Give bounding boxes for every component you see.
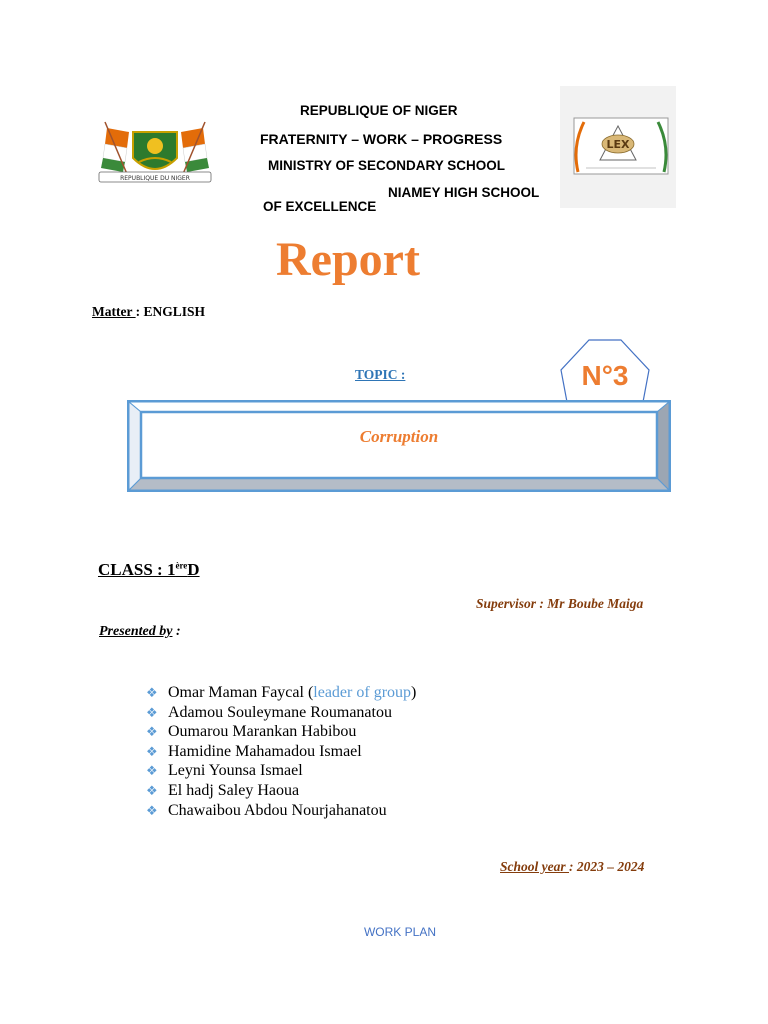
list-item bbox=[146, 722, 416, 742]
list-item bbox=[146, 801, 416, 821]
school-year-label: School year bbox=[500, 859, 569, 874]
presented-by-label: Presented by bbox=[99, 624, 173, 639]
member-name: Leyni Younsa Ismael bbox=[168, 762, 303, 780]
class-superscript: ère bbox=[175, 560, 188, 571]
matter-line bbox=[92, 304, 205, 320]
member-name: Hamidine Mahamadou Ismael bbox=[168, 742, 362, 760]
header-motto: FRATERNITY – WORK – PROGRESS bbox=[260, 131, 503, 147]
list-item bbox=[146, 742, 416, 762]
topic-value: Corruption bbox=[359, 427, 439, 446]
class-label: CLASS : 1 bbox=[98, 560, 176, 579]
supervisor-line: Supervisor : Mr Boube Maiga bbox=[476, 596, 644, 611]
header-ministry: MINISTRY OF SECONDARY SCHOOL bbox=[268, 158, 506, 173]
members-list bbox=[146, 683, 416, 820]
diamond-bullet-icon: ❖ bbox=[146, 782, 158, 798]
school-logo bbox=[560, 86, 676, 208]
topic-label: TOPIC : bbox=[355, 367, 406, 382]
school-year bbox=[500, 859, 644, 875]
page-title: Report bbox=[276, 233, 420, 286]
member-name: El hadj Saley Haoua bbox=[168, 781, 300, 799]
school-year-value: : 2023 – 2024 bbox=[569, 859, 645, 874]
list-item bbox=[146, 761, 416, 781]
diamond-bullet-icon: ❖ bbox=[146, 685, 158, 700]
member-name: Omar Maman Faycal ( bbox=[168, 684, 314, 701]
class-suffix: D bbox=[187, 560, 200, 579]
list-item bbox=[146, 703, 416, 723]
member-name: Chawaibou Abdou Nourjahanatou bbox=[168, 801, 387, 819]
school-logo-text: LEX bbox=[606, 138, 630, 151]
member-note: leader of group bbox=[313, 684, 412, 701]
member-name: Oumarou Marankan Habibou bbox=[168, 723, 357, 741]
coat-of-arms-text: REPUBLIQUE DU NIGER bbox=[120, 175, 190, 182]
diamond-bullet-icon: ❖ bbox=[146, 724, 158, 740]
list-item bbox=[146, 781, 416, 801]
member-note-close: ) bbox=[411, 684, 417, 701]
header-school: NIAMEY HIGH SCHOOL bbox=[388, 185, 540, 200]
school-logo-emblem bbox=[560, 86, 676, 208]
header-republic: REPUBLIQUE OF NIGER bbox=[300, 103, 458, 118]
list-item bbox=[146, 683, 416, 703]
diamond-bullet-icon: ❖ bbox=[146, 802, 158, 818]
matter-label: Matter bbox=[92, 304, 136, 319]
member-name: Adamou Souleymane Roumanatou bbox=[168, 703, 392, 721]
diamond-bullet-icon: ❖ bbox=[146, 743, 158, 759]
class-line bbox=[98, 560, 200, 580]
header-excellence: OF EXCELLENCE bbox=[263, 199, 377, 214]
diamond-bullet-icon: ❖ bbox=[146, 763, 158, 779]
presented-by bbox=[99, 624, 181, 640]
presented-by-colon: : bbox=[172, 624, 181, 639]
footer-work-plan: WORK PLAN bbox=[363, 925, 436, 939]
diamond-bullet-icon: ❖ bbox=[146, 704, 158, 720]
coat-of-arms-logo bbox=[93, 118, 217, 184]
number-badge: N°3 bbox=[581, 360, 629, 391]
matter-value: : ENGLISH bbox=[135, 304, 206, 319]
